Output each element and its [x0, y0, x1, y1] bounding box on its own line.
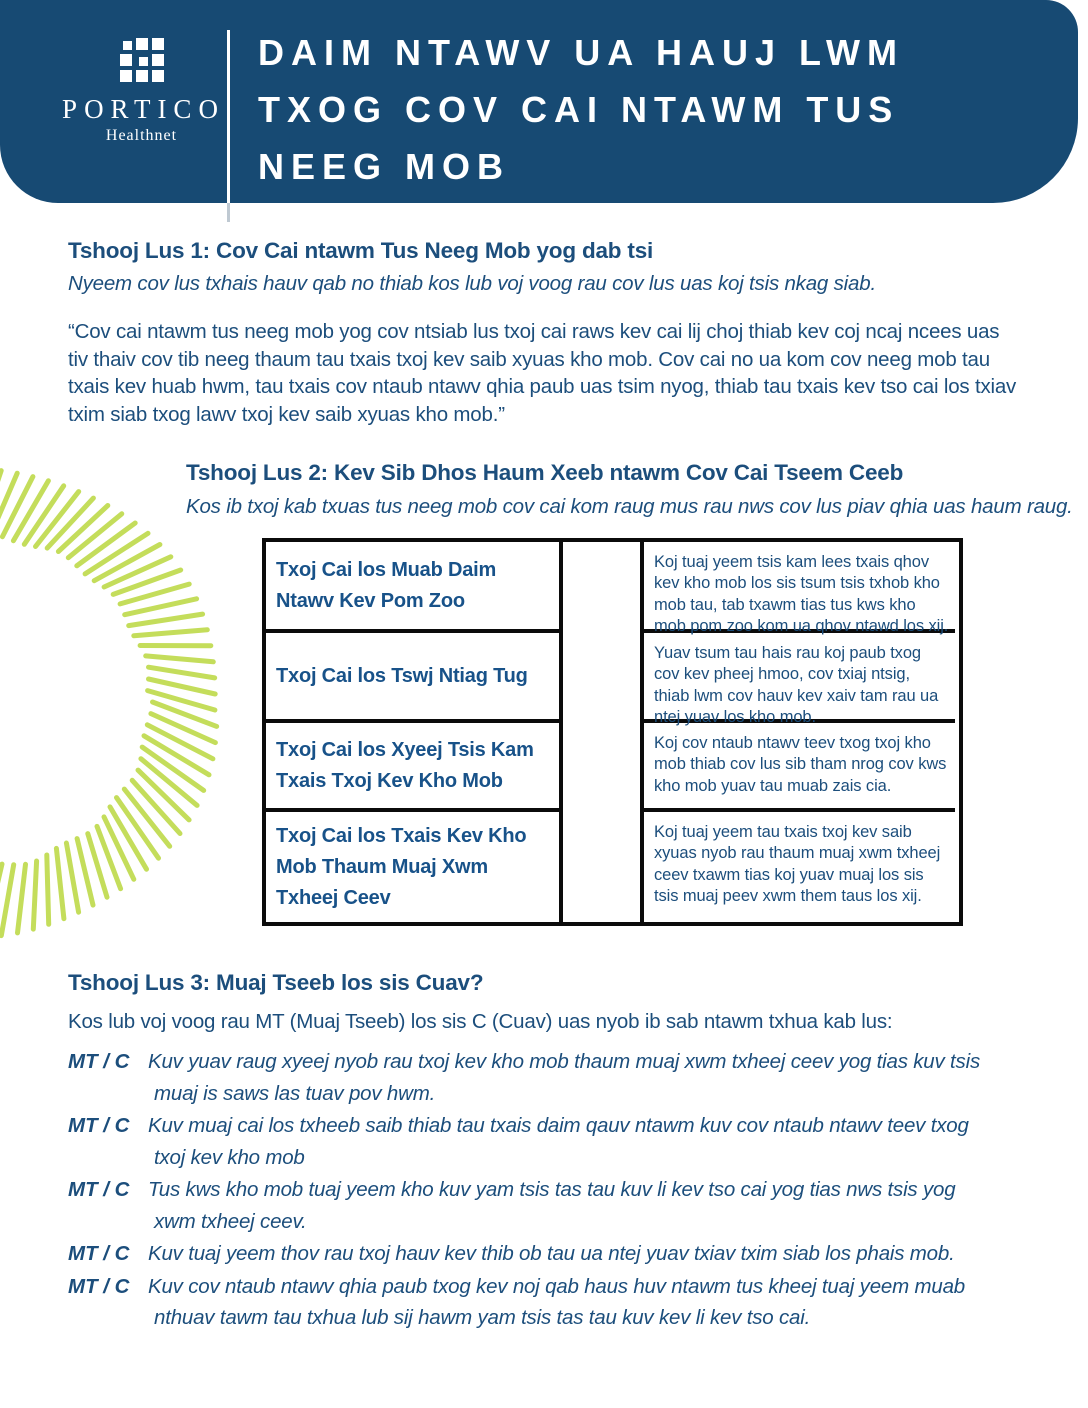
- logo-square: [139, 57, 148, 66]
- mt-c-marker: MT / C: [68, 1242, 130, 1265]
- title-line-3: NEEG MOB: [258, 146, 511, 187]
- matching-table: [262, 538, 963, 926]
- logo-square: [120, 54, 132, 66]
- true-false-statement: Kuv tuaj yeem thov rau txoj hauv kev thib ob tau ua ntej yuav txiav txim siab los phais mob.: [148, 1242, 955, 1265]
- true-false-item: [68, 1238, 993, 1270]
- right-name: Txoj Cai los Muab Daim Ntawv Kev Pom Zoo: [276, 558, 497, 612]
- title-line-1: DAIM NTAWV UA HAUJ LWM: [258, 32, 904, 73]
- logo-square: [123, 41, 132, 50]
- true-false-item: [68, 1110, 993, 1173]
- rights-column: [266, 542, 563, 922]
- header-banner: [0, 0, 1078, 203]
- descriptions-column: [640, 542, 955, 922]
- mt-c-marker: MT / C: [68, 1178, 130, 1201]
- logo-square: [152, 38, 164, 50]
- right-name-cell: [266, 542, 559, 633]
- section2-heading: Tshooj Lus 2: Kev Sib Dhos Haum Xeeb ntawm Cov Cai Tseem Ceeb: [186, 460, 904, 485]
- header-divider-tail: [227, 203, 230, 222]
- logo-square: [152, 70, 164, 82]
- right-name: Txoj Cai los Tswj Ntiag Tug: [276, 664, 528, 687]
- section3-heading: Tshooj Lus 3: Muaj Tseeb los sis Cuav?: [68, 970, 484, 995]
- mt-c-marker: MT / C: [68, 1050, 130, 1073]
- logo-name: PORTICO: [62, 94, 225, 124]
- section1-instruction: Nyeem cov lus txhais hauv qab no thiab kos lub voj voog rau cov lus uas koj tsis nkag siab.: [68, 272, 876, 295]
- section2-instruction: Kos ib txoj kab txuas tus neeg mob cov cai kom raug mus rau nws cov lus piav qhia uas haum raug.: [186, 495, 1073, 518]
- description-cell: Koj cov ntaub ntawv teev txog txoj kho mob thiab cov lus sib tham nrog cov kws kho mob yuav tau muab zais cia.: [644, 723, 955, 812]
- logo-square: [136, 38, 148, 50]
- header-divider-line: [227, 30, 230, 203]
- true-false-list: [68, 1046, 993, 1335]
- description-cell: Yuav tsum tau hais rau koj paub txog cov kev pheej hmoo, cov txiaj ntsig, thiab lwm cov hauv kev xaiv tam rau ua ntej yuav los kho mob.: [644, 633, 955, 723]
- right-name: Txoj Cai los Txais Kev Kho Mob Thaum Muaj Xwm Txheej Ceev: [276, 824, 527, 909]
- matching-gap-column: [563, 542, 640, 922]
- section3-intro: Kos lub voj voog rau MT (Muaj Tseeb) los sis C (Cuav) uas nyob ib sab ntawm txhua kab lus:: [68, 1010, 893, 1033]
- true-false-item: [68, 1174, 993, 1237]
- logo-square: [136, 70, 148, 82]
- right-name-cell: [266, 723, 559, 812]
- description-cell: Koj tuaj yeem tau txais txoj kev saib xyuas nyob rau thaum muaj xwm txheej ceev txawm tias koj yuav muaj los sis tsis muaj peev xwm them taus los xij.: [654, 823, 941, 905]
- portico-squares-icon: [120, 38, 164, 82]
- document-title: [258, 24, 1058, 195]
- section1-heading: Tshooj Lus 1: Cov Cai ntawm Tus Neeg Mob yog dab tsi: [68, 238, 654, 263]
- description-cell: Koj tuaj yeem tsis kam lees txais qhov kev kho mob los sis tsum tsis txhob kho mob tau, tab txawm tias tus kws kho mob pom zoo kom ua qhov ntawd los xij.: [644, 542, 955, 633]
- section1-quote: “Cov cai ntawm tus neeg mob yog cov ntsiab lus txoj cai raws kev cai lij choj thiab kev coj ncaj ncees uas tiv thaiv cov tib neeg thaum tau txais txoj kev saib xyuas kho mob. Cov cai no ua kom cov neeg mob tau txais kev huab hwm, tau txais cov ntaub ntawv qhia paub uas tsim nyog, thiab tau txais kev tso cai los txiav txim siab txog lawv txoj kev saib xyuas kho mob.”: [68, 320, 1017, 426]
- true-false-statement: Tus kws kho mob tuaj yeem kho kuv yam tsis tas tau kuv li kev tso cai yog tias nws tsis yog xwm txheej ceev.: [148, 1178, 956, 1233]
- true-false-item: [68, 1046, 993, 1109]
- true-false-statement: Kuv cov ntaub ntawv qhia paub txog kev noj qab haus huv ntawm tus kheej tuaj yeem muab nthuav tawm tau txhua lub sij hawm yam tsis tas tau kuv kev li kev tso cai.: [148, 1274, 965, 1329]
- true-false-statement: Kuv yuav raug xyeej nyob rau txoj kev kho mob thaum muaj xwm txheej ceev yog tias kuv tsis muaj is saws las tuav pov hwm.: [148, 1050, 980, 1105]
- true-false-item: [68, 1271, 993, 1334]
- logo-subname: Healthnet: [105, 127, 178, 144]
- portico-logo: [44, 38, 239, 145]
- mt-c-marker: MT / C: [68, 1274, 130, 1298]
- right-name-cell: [266, 633, 559, 723]
- true-false-statement: Kuv muaj cai los txheeb saib thiab tau txais daim qauv ntawm kuv cov ntaub ntawv teev txog txoj kev kho mob: [148, 1114, 969, 1169]
- right-name-cell: [266, 812, 559, 922]
- decorative-ring: [0, 457, 250, 957]
- title-line-2: TXOG COV CAI NTAWM TUS: [258, 89, 900, 130]
- logo-square: [120, 70, 132, 82]
- logo-square: [152, 54, 164, 66]
- mt-c-marker: MT / C: [68, 1114, 130, 1137]
- right-name: Txoj Cai los Xyeej Tsis Kam Txais Txoj Kev Kho Mob: [276, 738, 534, 792]
